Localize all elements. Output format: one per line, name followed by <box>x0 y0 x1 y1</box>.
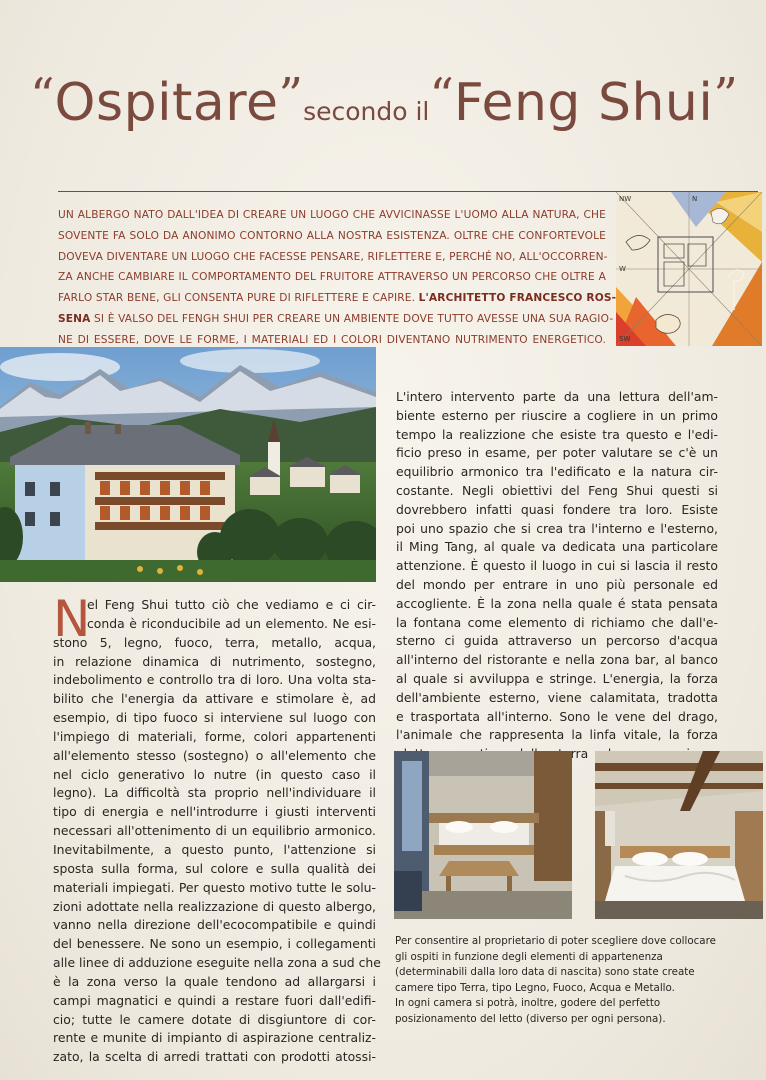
body-line: del mondo per entrare in uno più personale ed <box>396 576 718 592</box>
intro-line: NE DI ESSERE, DOVE LE FORME, I MATERIALI ED I COLORI DIVENTANO NUTRIMENTO ENERGETICO. <box>58 333 606 346</box>
body-line: in relazione dinamica di nutrimento, sostegno, <box>53 653 376 669</box>
body-line: conda è riconducibile ad un elemento. Ne esi- <box>87 615 376 631</box>
caption-line: (determinabili dalla loro data di nascita) sono state create <box>395 966 695 979</box>
caption-line: camere tipo Terra, tipo Legno, Fuoco, Acqua e Metallo. <box>395 981 675 994</box>
body-line: del benessere. Ne sono un esempio, i collegamenti <box>53 936 376 952</box>
compass-n: N <box>692 195 698 203</box>
body-line: poi uno spazio che si crea tra l'interno e l'esterno, <box>396 520 718 536</box>
hotel-exterior-photo <box>0 347 376 582</box>
body-line: l'animale che rappresenta la linfa vitale, la forza <box>396 727 718 743</box>
caption-line: gli ospiti in funzione degli elementi di appartenenza <box>395 950 663 963</box>
body-line: è la zona verso la quale tendono ad allargarsi i <box>53 973 376 989</box>
body-line: l'impiego di materiali, forme, colori appartenenti <box>53 728 376 744</box>
body-line: e trasportata all'interno. Sono le vene del drago, <box>396 708 718 724</box>
intro-line-6 <box>58 309 614 330</box>
drop-cap: N <box>53 590 91 648</box>
intro-line: SOVENTE FA SOLO DA ANONIMO CONTORNO ALLA NOSTRA ESISTENZA. OLTRE CHE CONFORTEVOLE <box>58 229 606 242</box>
body-line: campi magnatici e quindi a restare fuori dall'edifi- <box>53 992 376 1008</box>
body-line: stono 5, legno, fuoco, terra, metallo, acqua, <box>53 634 376 650</box>
article-column-right <box>396 388 718 783</box>
architect-name: L'ARCHITETTO FRANCESCO ROS- <box>418 292 617 305</box>
body-line: cio; tutte le camere dotate di disgiuntore di cor- <box>53 1011 376 1027</box>
title-part2: Feng Shui <box>453 73 714 133</box>
body-line: la fontana come elemento di richiamo che dall'e- <box>396 614 718 630</box>
body-line: L'intero intervento parte da una lettura dell'am- <box>396 389 718 404</box>
bagua-illustration <box>616 192 762 346</box>
intro-line: ZA ANCHE CAMBIARE IL COMPORTAMENTO DEL FRUITORE ATTRAVERSO UN PERCORSO CHE OLTRE A <box>58 271 606 284</box>
intro-line-6-text: SI È VALSO DEL FENGH SHUI PER CREARE UN AMBIENTE DOVE TUTTO AVESSE UNA SUA RAGIO- <box>90 312 614 325</box>
caption-line: In ogni camera si potrà, inoltre, godere del perfetto <box>395 997 661 1010</box>
intro-line: UN ALBERGO NATO DALL'IDEA DI CREARE UN LUOGO CHE AVVICINASSE L'UOMO ALLA NATURA, CHE <box>58 209 606 221</box>
body-line: vanno nella direzione dell'ecocompatibile e quindi <box>53 917 376 933</box>
body-line: biente esterno per riuscire a cogliere in un primo <box>396 407 718 423</box>
body-line: zato, la scelta di arredi trattati con prodotti atossi- <box>53 1049 376 1065</box>
body-line: materiali impiegati. Per questo motivo tutte le solu- <box>53 879 376 895</box>
body-line: tipo di energia e nell'introdurre i giusti interventi <box>53 804 376 820</box>
body-line: Inevitabilmente, a questo punto, l'attenzione si <box>53 841 376 857</box>
photo-caption <box>395 934 725 1028</box>
body-line: il Ming Tang, al quale va dedicata una particolare <box>396 539 718 555</box>
body-line: tempo la realizzione che esiste tra questo e l'edi- <box>396 426 718 442</box>
article-column-left <box>53 590 381 1067</box>
body-line: ficio preso in esame, per poter valutare se c'è un <box>396 445 718 461</box>
body-line: nel ciclo generativo lo nutre (in questo caso il <box>53 766 376 782</box>
intro-line-5 <box>58 288 617 309</box>
compass-w: W <box>619 265 626 273</box>
compass-nw: NW <box>619 195 632 203</box>
article-title <box>30 68 750 148</box>
body-line: dovrebbero infatti quasi fondere tra loro. Esiste <box>396 501 718 517</box>
open-quote-2: “ <box>429 68 454 124</box>
body-line: equilibrio armonico tra l'edificato e la natura cir- <box>396 464 718 480</box>
body-line: esempio, di tipo fuoco si interviene sul luogo con <box>53 710 376 726</box>
body-line: costante. Negli obiettivi del Feng Shui questi si <box>396 482 718 498</box>
body-line: sterno ci guida attraverso un percorso d'acqua <box>396 633 718 649</box>
body-line: alle linee di adduzione eseguite nella zona a sud che <box>53 955 381 971</box>
intro-line: DOVEVA DIVENTARE UN LUOGO CHE FACESSE PENSARE, RIFLETTERE E, PERCHÉ NO, ALL'OCCORREN- <box>58 250 608 263</box>
architect-name-cont: SENA <box>58 312 91 325</box>
open-quote: “ <box>30 68 55 124</box>
body-line: el Feng Shui tutto ciò che vediamo e ci cir- <box>87 597 376 612</box>
body-line: terra <box>558 746 589 762</box>
body-line: all'interno del ristorante e nella zona bar, al banco <box>396 652 718 668</box>
body-line: attenzione. È questo il luogo in cui si lascia il resto <box>396 558 718 574</box>
close-quote-2: ” <box>713 68 738 124</box>
body-line: rente e munite di impianto di aspirazione centraliz- <box>53 1030 376 1046</box>
body-line: necessari all'ottenimento di un equilibrio armonico. <box>53 823 376 839</box>
body-line: legno). La difficoltà sta proprio nell'individuare il <box>53 785 376 801</box>
title-mid: secondo il <box>303 97 430 126</box>
body-line: accogliente. È la zona nella quale é stata pensata <box>396 595 718 611</box>
room-photo-2 <box>595 751 763 919</box>
compass-sw: SW <box>619 335 631 343</box>
body-line: bilito che l'energia da attivare e stimolare è, ad <box>53 691 376 707</box>
intro-line-5-text: FARLO STAR BENE, GLI CONSENTA PURE DI RIFLETTERE E CAPIRE. <box>58 292 416 305</box>
body-line: al quale si avviluppa e stringe. L'energia, la forza <box>396 670 718 686</box>
close-quote: ” <box>278 68 304 124</box>
room-photo-1 <box>394 751 572 919</box>
caption-line: posizionamento del letto (diverso per ogni persona). <box>395 1012 666 1025</box>
body-line: sposta sulla forma, sul colore e sulla qualità dei <box>53 860 376 876</box>
title-part1: Ospitare <box>54 73 279 133</box>
body-line: indebolimento e controllo tra di loro. Una volta sta- <box>53 672 376 688</box>
body-line: dell'ambiente esterno, viene calamitata, tradotta <box>396 689 718 705</box>
intro-paragraph <box>58 205 617 351</box>
body-line: all'elemento stesso (sostegno) o all'elemento che <box>53 747 376 763</box>
body-line: zioni adottate nella realizzazione di questo albergo, <box>53 898 376 914</box>
caption-line: Per consentire al proprietario di poter scegliere dove collocare <box>395 935 716 947</box>
